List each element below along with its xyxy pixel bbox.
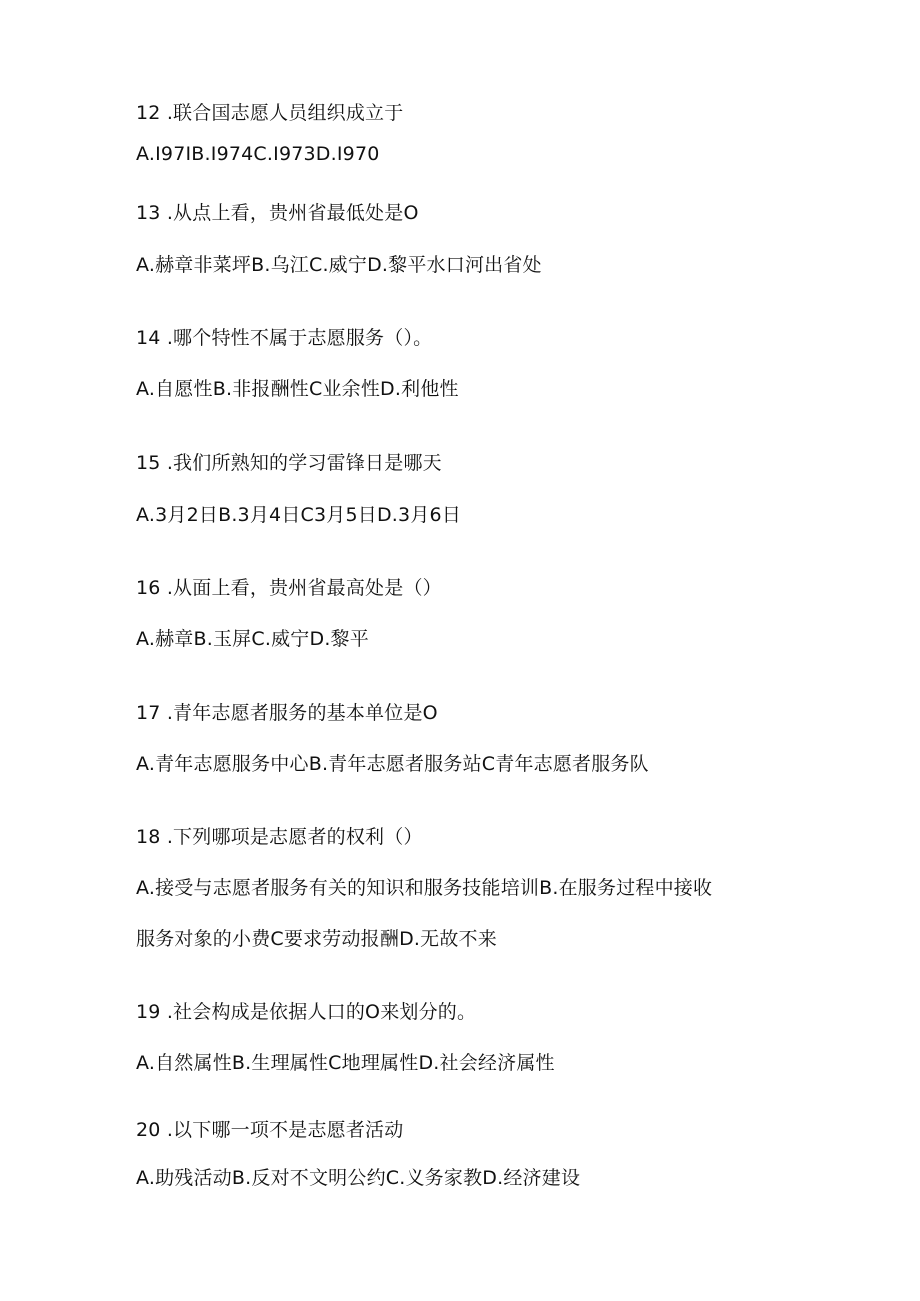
question-15-stem: 15 .我们所熟知的学习雷锋日是哪天 (136, 452, 442, 474)
question-18-options-line-2: 服务对象的小费C要求劳动报酬D.无故不来 (136, 928, 497, 950)
question-12-options: A.I97IB.I974C.I973D.I970 (136, 143, 380, 165)
question-18-options-line-1: A.接受与志愿者服务有关的知识和服务技能培训B.在服务过程中接收 (136, 877, 713, 899)
question-16-stem: 16 .从面上看，贵州省最高处是（） (136, 577, 442, 599)
question-16-options: A.赫章B.玉屏C.威宁D.黎平 (136, 628, 369, 650)
question-17-options: A.青年志愿服务中心B.青年志愿者服务站C青年志愿者服务队 (136, 753, 649, 775)
question-14-options: A.自愿性B.非报酬性C业余性D.利他性 (136, 378, 459, 400)
question-19-stem: 19 .社会构成是依据人口的O来划分的。 (136, 1001, 477, 1023)
question-13-options: A.赫章非菜坪B.乌江C.威宁D.黎平水口河出省处 (136, 254, 542, 276)
question-20-options: A.助残活动B.反对不文明公约C.义务家教D.经济建设 (136, 1167, 581, 1189)
question-12-stem: 12 .联合国志愿人员组织成立于 (136, 102, 404, 124)
question-14-stem: 14 .哪个特性不属于志愿服务（）。 (136, 327, 433, 349)
question-19-options: A.自然属性B.生理属性C地理属性D.社会经济属性 (136, 1052, 555, 1074)
question-13-stem: 13 .从点上看，贵州省最低处是O (136, 202, 419, 224)
question-15-options: A.3月2日B.3月4日C3月5日D.3月6日 (136, 504, 462, 526)
question-18-stem: 18 .下列哪项是志愿者的权利（） (136, 826, 423, 848)
question-17-stem: 17 .青年志愿者服务的基本单位是O (136, 702, 438, 724)
question-20-stem: 20 .以下哪一项不是志愿者活动 (136, 1119, 404, 1141)
